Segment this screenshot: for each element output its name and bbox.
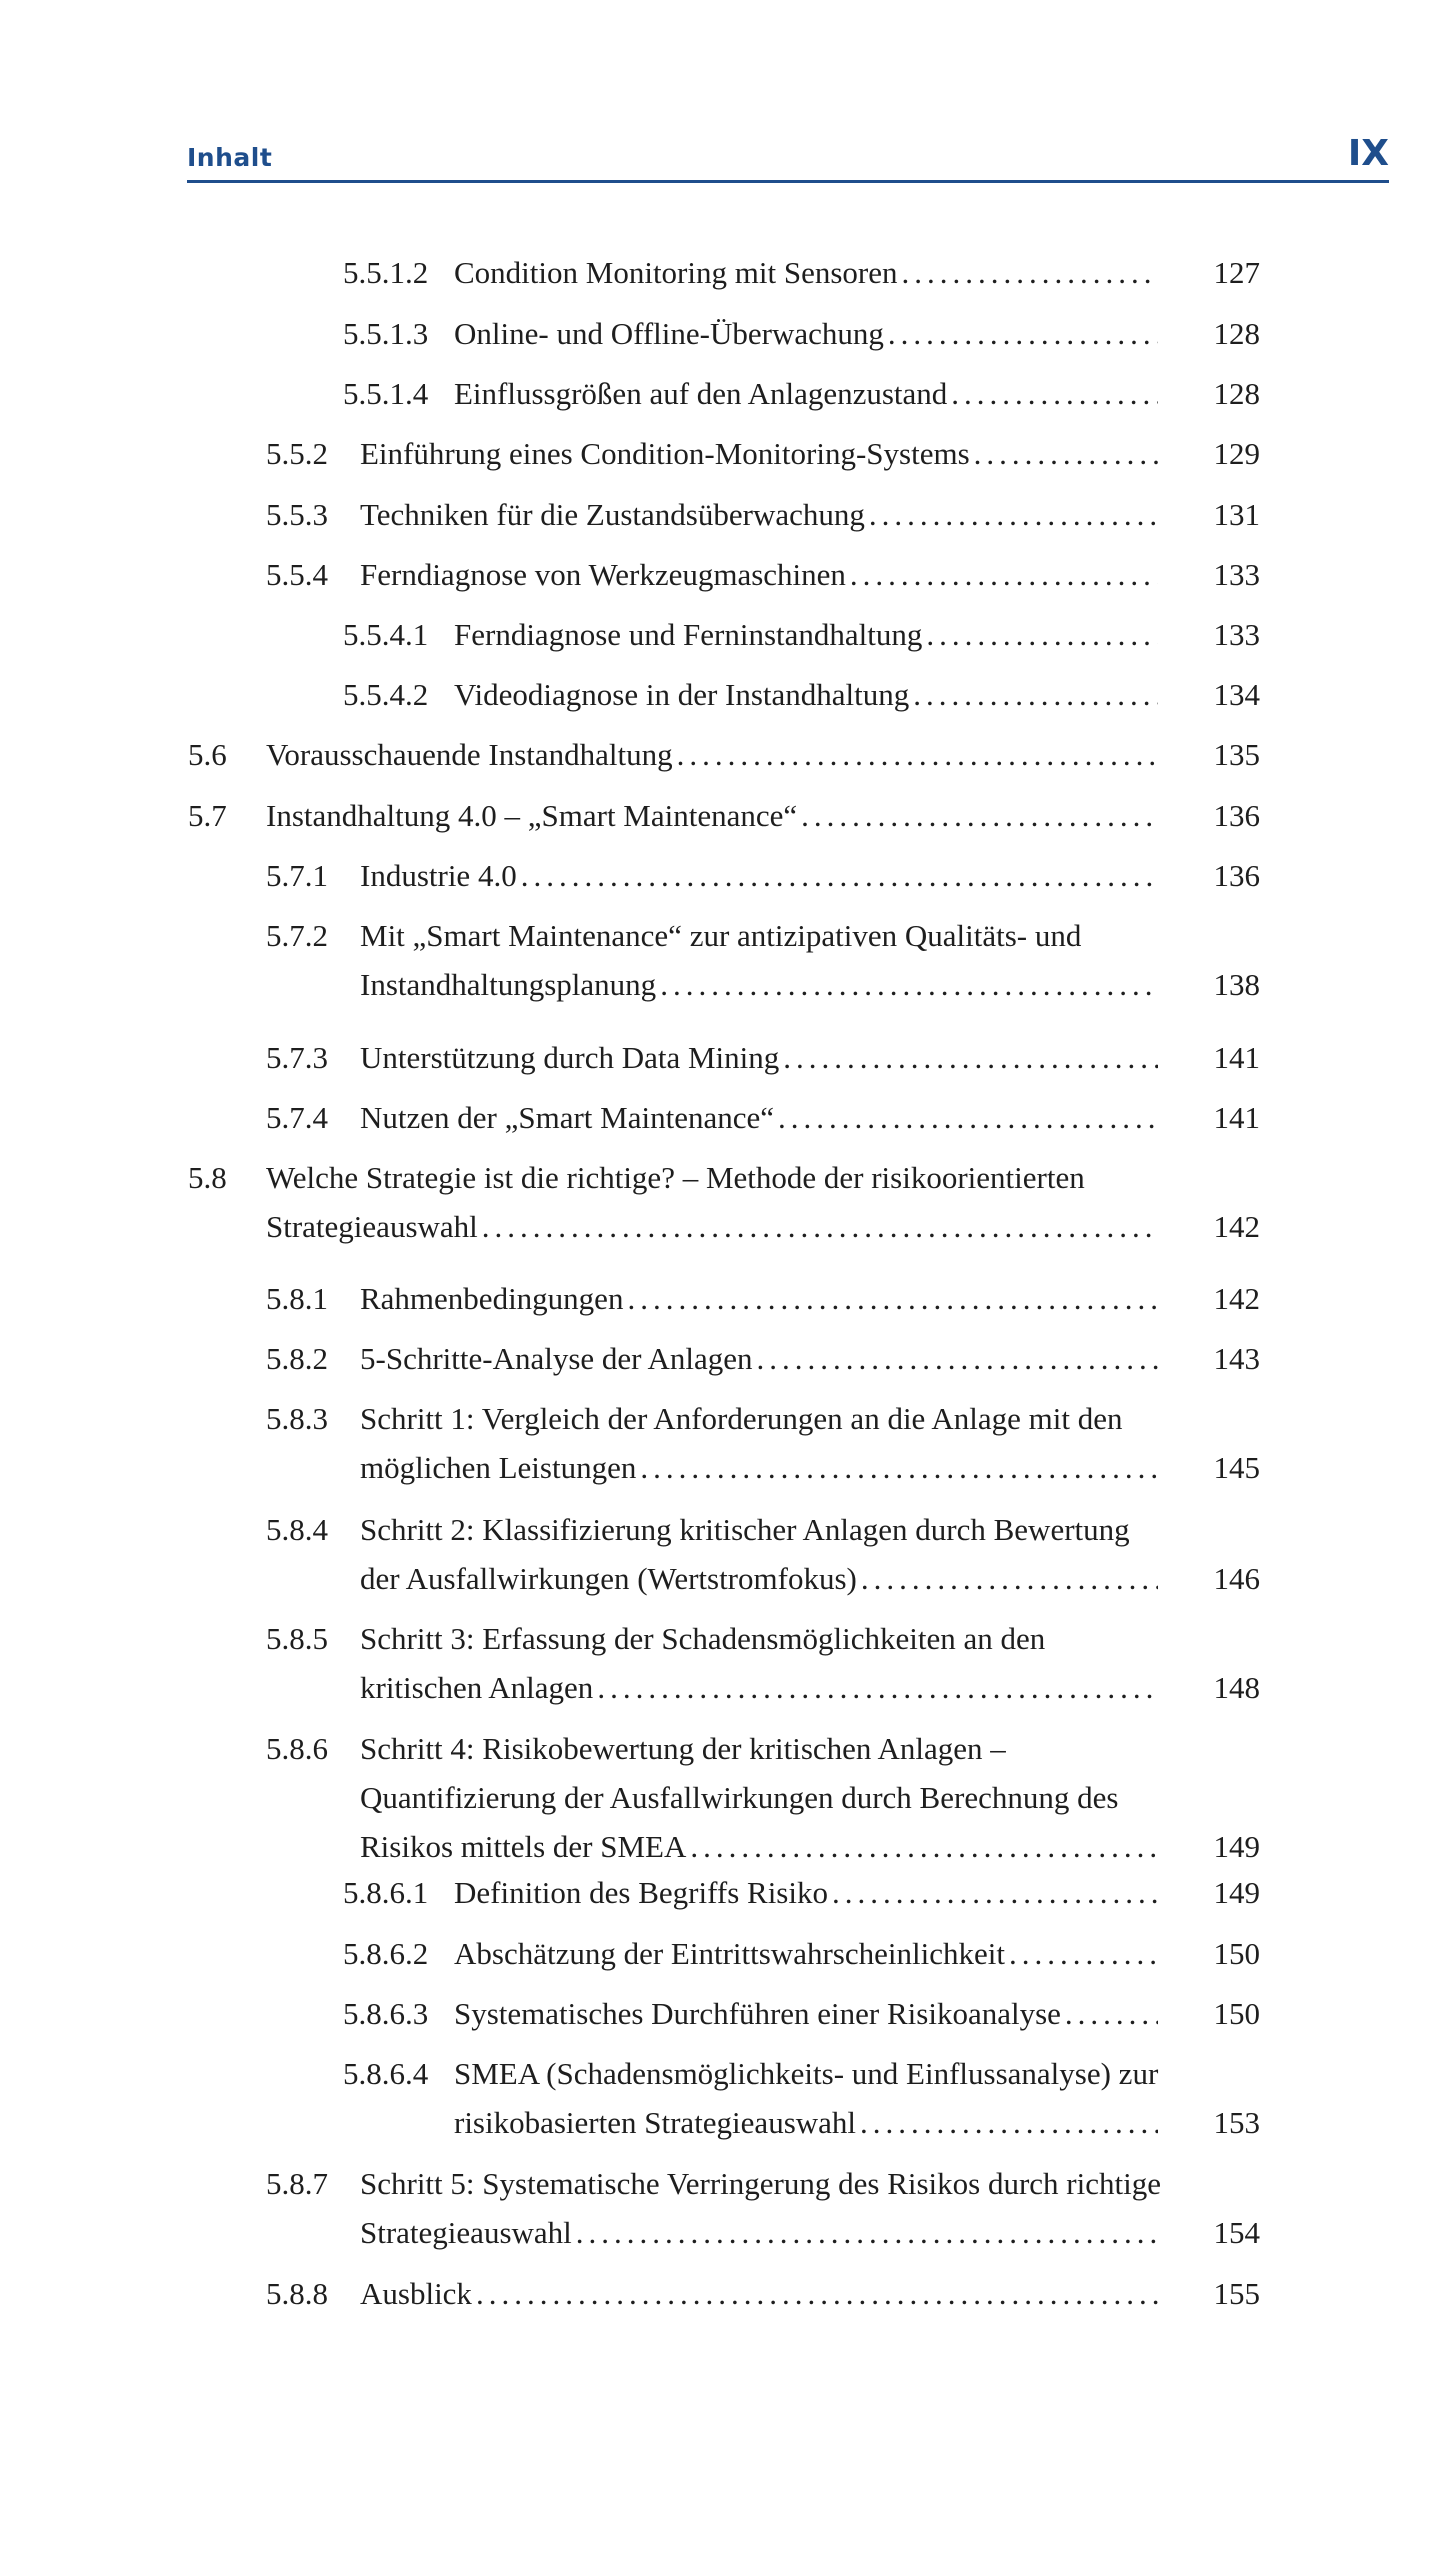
toc-section-number: 5.5.4 bbox=[266, 557, 328, 592]
toc-page-number: 145 bbox=[1213, 1450, 1260, 1485]
toc-title-line: Condition Monitoring mit Sensoren bbox=[454, 255, 898, 290]
dot-leader bbox=[778, 1093, 1158, 1142]
toc-entry[interactable] bbox=[0, 2049, 1445, 2147]
toc-title bbox=[360, 2159, 1170, 2257]
toc-section-number: 5.5.1.2 bbox=[343, 255, 429, 290]
toc-title-line: Welche Strategie ist die richtige? – Methode der risikoorientierten bbox=[266, 1160, 1085, 1195]
dot-leader bbox=[801, 791, 1158, 840]
toc-entry[interactable] bbox=[0, 1989, 1445, 2038]
toc-page-number: 128 bbox=[1213, 316, 1260, 351]
toc-entry[interactable] bbox=[0, 490, 1445, 539]
toc-title-line: Techniken für die Zustandsüberwachung bbox=[360, 497, 865, 532]
toc-section-number: 5.8.6.2 bbox=[343, 1936, 429, 1971]
toc-page-number: 127 bbox=[1213, 255, 1260, 290]
toc-page-number: 141 bbox=[1213, 1100, 1260, 1135]
toc-title bbox=[360, 1614, 1170, 1712]
toc-entry[interactable] bbox=[0, 1093, 1445, 1142]
toc-title bbox=[454, 248, 1170, 297]
dot-leader bbox=[850, 550, 1158, 599]
toc-title-line: Abschätzung der Eintrittswahrscheinlichkeit bbox=[454, 1936, 1005, 1971]
toc-entry[interactable] bbox=[0, 1394, 1445, 1492]
toc-title bbox=[360, 1394, 1170, 1492]
toc-title-line: Einführung eines Condition-Monitoring-Systems bbox=[360, 436, 970, 471]
toc-title-line: Quantifizierung der Ausfallwirkungen durch Berechnung des bbox=[360, 1780, 1119, 1815]
toc-title bbox=[360, 1093, 1170, 1142]
toc-page-number: 153 bbox=[1213, 2105, 1260, 2140]
toc-title bbox=[360, 1334, 1170, 1383]
toc-page-number: 154 bbox=[1213, 2215, 1260, 2250]
toc-title-line: 5-Schritte-Analyse der Anlagen bbox=[360, 1341, 753, 1376]
toc-page-number: 129 bbox=[1213, 436, 1260, 471]
toc-title bbox=[360, 1505, 1170, 1603]
toc-page-number: 150 bbox=[1213, 1936, 1260, 1971]
toc-title-line: Definition des Begriffs Risiko bbox=[454, 1875, 828, 1910]
dot-leader bbox=[660, 960, 1158, 1009]
toc-section-number: 5.7.1 bbox=[266, 858, 328, 893]
toc-title bbox=[360, 1033, 1170, 1082]
toc-section-number: 5.8.6.1 bbox=[343, 1875, 429, 1910]
toc-section-number: 5.5.1.3 bbox=[343, 316, 429, 351]
toc-title-line: Schritt 1: Vergleich der Anforderungen an die Anlage mit den bbox=[360, 1401, 1123, 1436]
toc-title-line: Videodiagnose in der Instandhaltung bbox=[454, 677, 910, 712]
toc-entry[interactable] bbox=[0, 1334, 1445, 1383]
dot-leader bbox=[677, 730, 1158, 779]
toc-title-line: Rahmenbedingungen bbox=[360, 1281, 624, 1316]
toc-title-line: Schritt 2: Klassifizierung kritischer Anlagen durch Bewertung bbox=[360, 1512, 1130, 1547]
toc-title bbox=[360, 1724, 1170, 1871]
toc-entry[interactable] bbox=[0, 1153, 1445, 1251]
toc-page-number: 142 bbox=[1213, 1281, 1260, 1316]
toc-section-number: 5.5.1.4 bbox=[343, 376, 429, 411]
dot-leader bbox=[1065, 1989, 1158, 2038]
toc-entry[interactable] bbox=[0, 1868, 1445, 1917]
toc-title bbox=[266, 791, 1170, 840]
toc-entry[interactable] bbox=[0, 2159, 1445, 2257]
dot-leader bbox=[783, 1033, 1158, 1082]
dot-leader bbox=[926, 610, 1158, 659]
toc-entry[interactable] bbox=[0, 309, 1445, 358]
toc-page-number: 143 bbox=[1213, 1341, 1260, 1376]
toc-section-number: 5.8.6 bbox=[266, 1731, 328, 1766]
toc-title bbox=[454, 309, 1170, 358]
toc-title bbox=[266, 730, 1170, 779]
toc-title-line: Einflussgrößen auf den Anlagenzustand bbox=[454, 376, 948, 411]
toc-section-number: 5.5.4.2 bbox=[343, 677, 429, 712]
dot-leader bbox=[951, 369, 1158, 418]
toc-title-line: Schritt 3: Erfassung der Schadensmöglichkeiten an den bbox=[360, 1621, 1046, 1656]
toc-section-number: 5.8.6.4 bbox=[343, 2056, 429, 2091]
dot-leader bbox=[576, 2208, 1158, 2257]
toc-section-number: 5.8.2 bbox=[266, 1341, 328, 1376]
dot-leader bbox=[1009, 1929, 1158, 1978]
dot-leader bbox=[861, 1554, 1158, 1603]
toc-entry[interactable] bbox=[0, 1505, 1445, 1603]
toc-title bbox=[454, 2049, 1170, 2147]
toc-title bbox=[454, 1989, 1170, 2038]
dot-leader bbox=[690, 1822, 1158, 1871]
toc-title-line: Online- und Offline-Überwachung bbox=[454, 316, 884, 351]
toc-section-number: 5.8.3 bbox=[266, 1401, 328, 1436]
toc-section-number: 5.5.3 bbox=[266, 497, 328, 532]
toc-title-line: Instandhaltung 4.0 – „Smart Maintenance“ bbox=[266, 798, 798, 833]
toc-title bbox=[454, 610, 1170, 659]
dot-leader bbox=[757, 1334, 1158, 1383]
toc-title bbox=[454, 369, 1170, 418]
toc-page-number: 131 bbox=[1213, 497, 1260, 532]
toc-title-line: Systematisches Durchführen einer Risikoanalyse bbox=[454, 1996, 1061, 2031]
toc-entry[interactable] bbox=[0, 851, 1445, 900]
dot-leader bbox=[832, 1868, 1158, 1917]
toc-section-number: 5.8.1 bbox=[266, 1281, 328, 1316]
toc-title-line: risikobasierten Strategieauswahl bbox=[454, 2105, 857, 2140]
toc-entry[interactable] bbox=[0, 550, 1445, 599]
toc-title-line: Ausblick bbox=[360, 2276, 472, 2311]
toc-title-line: Unterstützung durch Data Mining bbox=[360, 1040, 780, 1075]
toc-section-number: 5.8.7 bbox=[266, 2166, 328, 2201]
toc-entry[interactable] bbox=[0, 1033, 1445, 1082]
toc-title-line: möglichen Leistungen bbox=[360, 1450, 637, 1485]
dot-leader bbox=[476, 2269, 1158, 2318]
toc-title bbox=[360, 550, 1170, 599]
toc-title-line: Strategieauswahl bbox=[266, 1209, 478, 1244]
toc-section-number: 5.7.3 bbox=[266, 1040, 328, 1075]
page-number-roman: IX bbox=[1347, 133, 1389, 174]
toc-page-number: 150 bbox=[1213, 1996, 1260, 2031]
toc-title-line: kritischen Anlagen bbox=[360, 1670, 594, 1705]
toc-section-number: 5.7.2 bbox=[266, 918, 328, 953]
toc-entry[interactable] bbox=[0, 429, 1445, 478]
toc-title bbox=[266, 1153, 1170, 1251]
toc-title bbox=[360, 1274, 1170, 1323]
dot-leader bbox=[913, 670, 1158, 719]
dot-leader bbox=[869, 490, 1158, 539]
toc-title-line: Schritt 4: Risikobewertung der kritischen Anlagen – bbox=[360, 1731, 1006, 1766]
toc-section-number: 5.7 bbox=[188, 798, 227, 833]
toc-page-number: 133 bbox=[1213, 557, 1260, 592]
toc-section-number: 5.8.5 bbox=[266, 1621, 328, 1656]
toc-entry[interactable] bbox=[0, 1274, 1445, 1323]
toc-title bbox=[454, 670, 1170, 719]
dot-leader bbox=[901, 248, 1158, 297]
toc-entry[interactable] bbox=[0, 911, 1445, 1009]
toc-title bbox=[454, 1868, 1170, 1917]
toc-title bbox=[360, 2269, 1170, 2318]
toc-entry[interactable] bbox=[0, 2269, 1445, 2318]
dot-leader bbox=[974, 429, 1158, 478]
toc-title-line: Instandhaltungsplanung bbox=[360, 967, 657, 1002]
toc-entry[interactable] bbox=[0, 369, 1445, 418]
toc-page-number: 149 bbox=[1213, 1875, 1260, 1910]
toc-section-number: 5.5.2 bbox=[266, 436, 328, 471]
toc-title bbox=[454, 1929, 1170, 1978]
toc-title bbox=[360, 911, 1170, 1009]
toc-page-number: 148 bbox=[1213, 1670, 1260, 1705]
dot-leader bbox=[640, 1443, 1158, 1492]
toc-page-number: 136 bbox=[1213, 858, 1260, 893]
toc-entry[interactable] bbox=[0, 791, 1445, 840]
toc-title-line: Industrie 4.0 bbox=[360, 858, 517, 893]
toc-title bbox=[360, 490, 1170, 539]
toc-section-number: 5.8.4 bbox=[266, 1512, 328, 1547]
toc-title bbox=[360, 851, 1170, 900]
toc-entry[interactable] bbox=[0, 1724, 1445, 1871]
dot-leader bbox=[627, 1274, 1158, 1323]
toc-title-line: Vorausschauende Instandhaltung bbox=[266, 737, 673, 772]
toc-page-number: 155 bbox=[1213, 2276, 1260, 2311]
toc-section-number: 5.6 bbox=[188, 737, 227, 772]
toc-title-line: Ferndiagnose und Ferninstandhaltung bbox=[454, 617, 923, 652]
toc-title-line: Nutzen der „Smart Maintenance“ bbox=[360, 1100, 775, 1135]
toc-entry[interactable] bbox=[0, 730, 1445, 779]
toc-page-number: 134 bbox=[1213, 677, 1260, 712]
toc-entry[interactable] bbox=[0, 248, 1445, 297]
running-head: Inhalt bbox=[187, 143, 273, 172]
toc-title-line: der Ausfallwirkungen (Wertstromfokus) bbox=[360, 1561, 857, 1596]
toc-page-number: 141 bbox=[1213, 1040, 1260, 1075]
toc-page-number: 135 bbox=[1213, 737, 1260, 772]
toc-section-number: 5.8.6.3 bbox=[343, 1996, 429, 2031]
dot-leader bbox=[521, 851, 1158, 900]
toc-entry[interactable] bbox=[0, 610, 1445, 659]
toc-section-number: 5.8 bbox=[188, 1160, 227, 1195]
toc-page-number: 146 bbox=[1213, 1561, 1260, 1596]
toc-section-number: 5.7.4 bbox=[266, 1100, 328, 1135]
dot-leader bbox=[482, 1202, 1158, 1251]
toc-page-number: 138 bbox=[1213, 967, 1260, 1002]
toc-entry[interactable] bbox=[0, 1929, 1445, 1978]
dot-leader bbox=[597, 1663, 1158, 1712]
toc-page-number: 149 bbox=[1213, 1829, 1260, 1864]
toc-section-number: 5.8.8 bbox=[266, 2276, 328, 2311]
toc-page-number: 128 bbox=[1213, 376, 1260, 411]
toc-entry[interactable] bbox=[0, 1614, 1445, 1712]
toc-title-line: Ferndiagnose von Werkzeugmaschinen bbox=[360, 557, 846, 592]
toc-page-number: 133 bbox=[1213, 617, 1260, 652]
toc-title-line: Mit „Smart Maintenance“ zur antizipativen Qualitäts- und bbox=[360, 918, 1082, 953]
toc-title-line: Risikos mittels der SMEA bbox=[360, 1829, 687, 1864]
page-header bbox=[187, 128, 1389, 183]
toc-title-line: SMEA (Schadensmöglichkeits- und Einflussanalyse) zur bbox=[454, 2056, 1159, 2091]
toc-page-number: 136 bbox=[1213, 798, 1260, 833]
toc-title bbox=[360, 429, 1170, 478]
toc-title-line: Strategieauswahl bbox=[360, 2215, 572, 2250]
toc-entry[interactable] bbox=[0, 670, 1445, 719]
toc-title-line: Schritt 5: Systematische Verringerung des Risikos durch richtige bbox=[360, 2166, 1161, 2201]
toc-page-number: 142 bbox=[1213, 1209, 1260, 1244]
toc-section-number: 5.5.4.1 bbox=[343, 617, 429, 652]
dot-leader bbox=[860, 2098, 1158, 2147]
dot-leader bbox=[888, 309, 1158, 358]
